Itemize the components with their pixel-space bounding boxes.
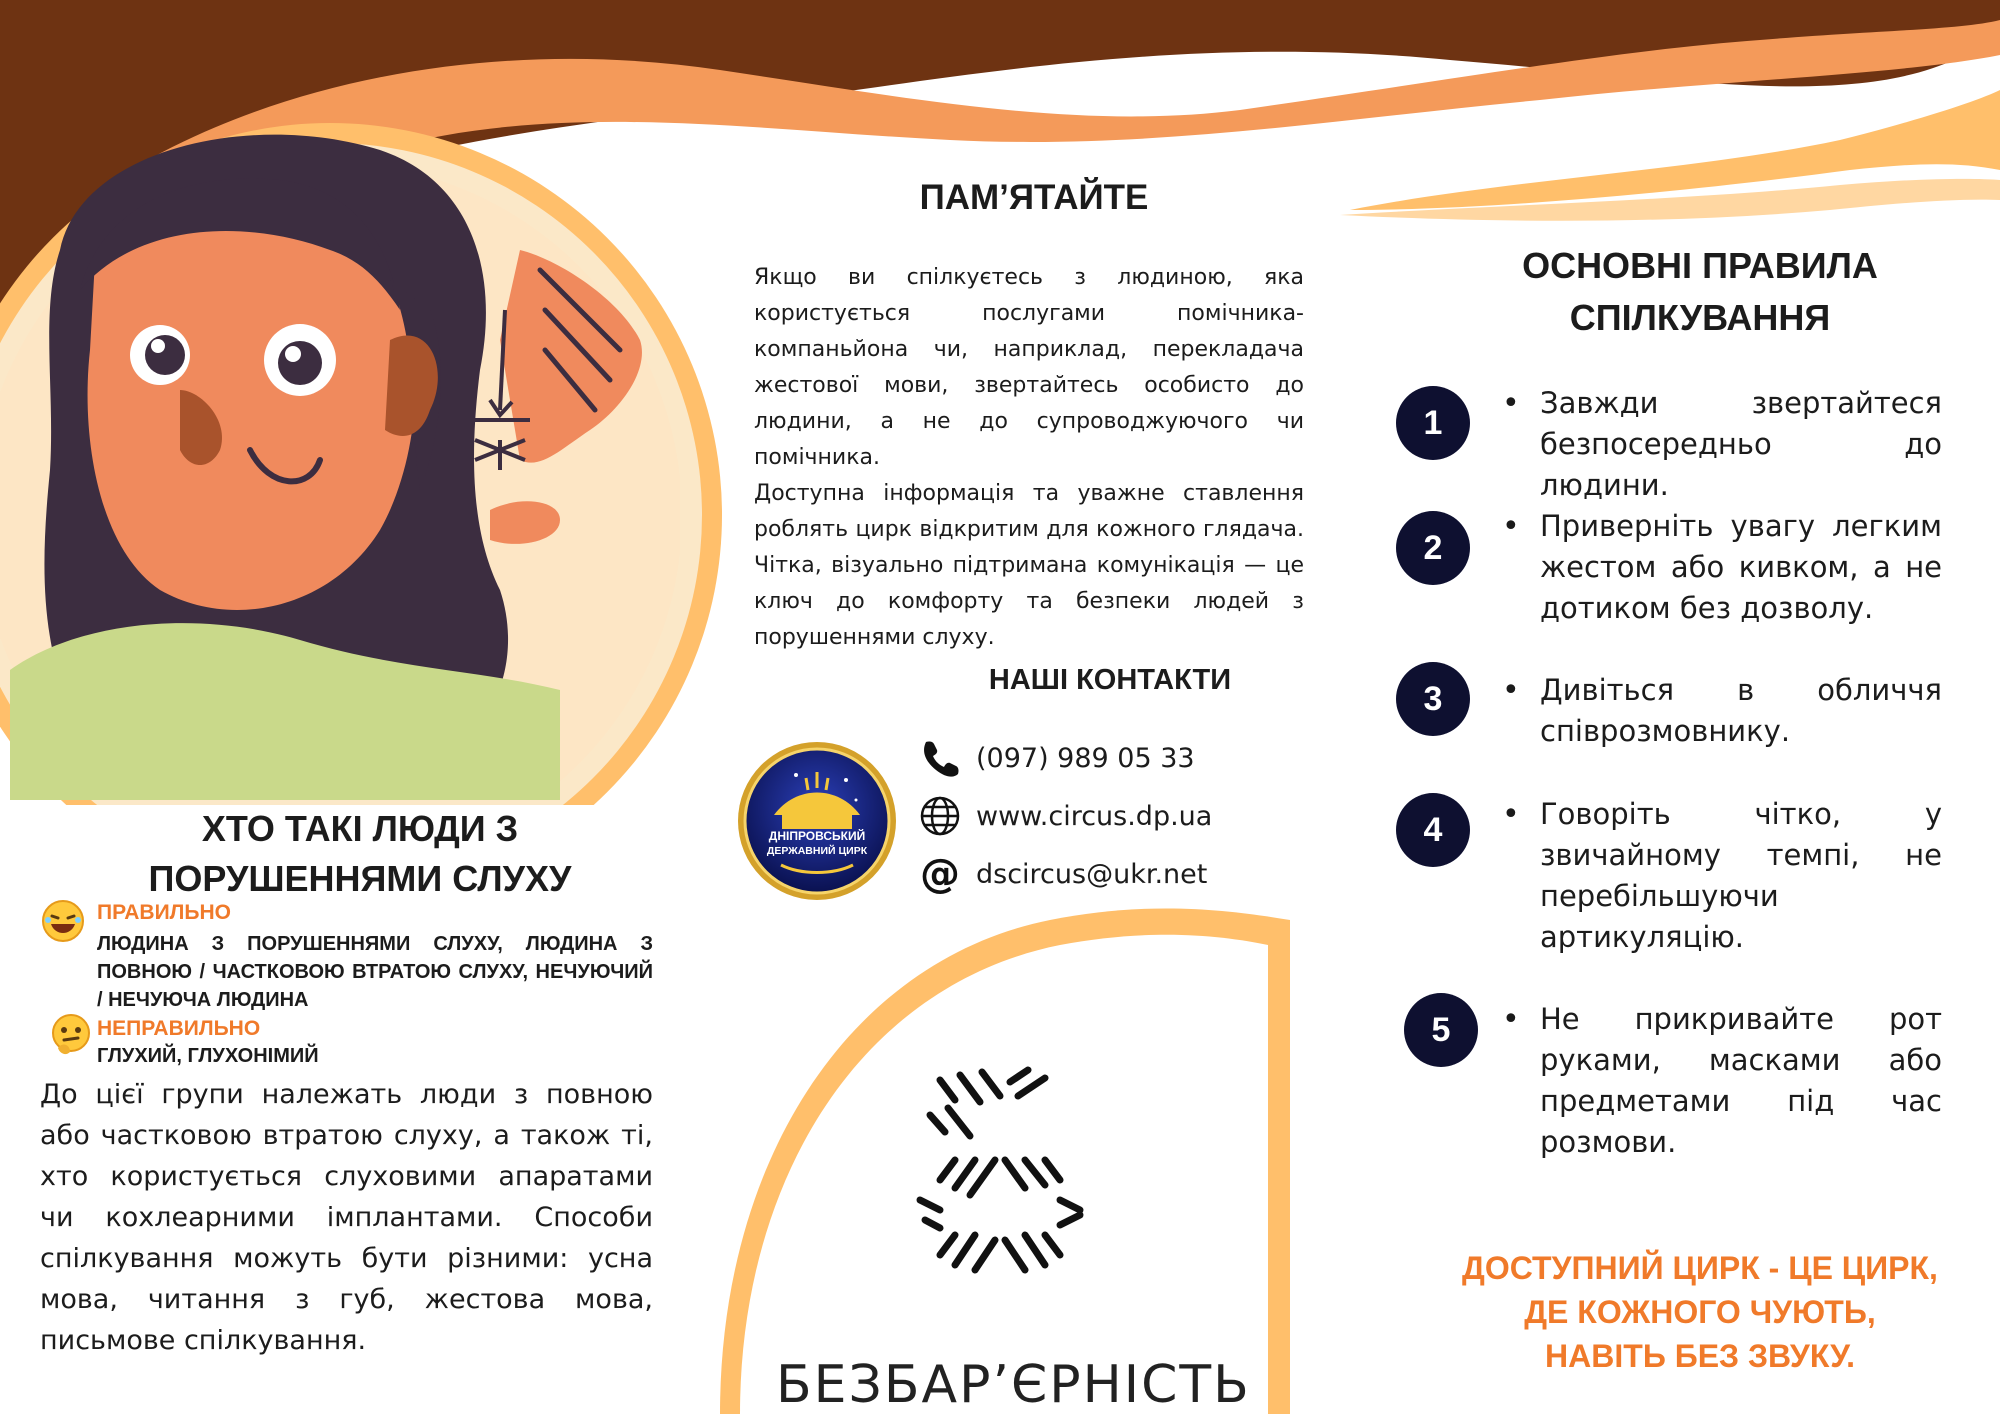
contact-website[interactable] [918,794,1212,838]
remember-text [754,260,1304,656]
who-title [60,804,660,904]
thinking-emoji-icon [48,1012,94,1058]
phone-icon [918,736,962,780]
bullet: • [1502,386,1520,421]
svg-text:@: @ [920,852,960,896]
rule-item-4 [1502,794,1942,958]
rule-number-4: 4 [1396,793,1470,867]
rule-text-2: Приверніть увагу легким жестом або кивком, а не дотиком без дозволу. [1540,509,1942,625]
bullet: • [1502,1002,1520,1037]
rule-number-1: 1 [1396,386,1470,460]
hearing-impairment-description: До цієї групи належать люди з повною або частковою втратою слуху, а також ті, хто користується слуховими апаратами чи кохлеарними імплантами. Способи спілкування можуть бути різними: усна мова, читання з губ, жестова мова, письмове спілкування. [40,1079,653,1356]
slogan-line1: ДОСТУПНИЙ ЦИРК - ЦЕ ЦИРК, [1462,1250,1938,1286]
slogan [1410,1246,1990,1378]
website-link: www.circus.dp.ua [976,800,1213,832]
phone-number: (097) 989 05 33 [976,742,1195,774]
circus-logo [736,740,898,902]
brand-wordmark: БЕЗБАР’ЄРНІСТЬ [776,1355,1251,1415]
remember-paragraph-2: Доступна інформація та уважне ставлення роблять цирк відкритим для кожного глядача. Чітка, візуально підтримана комунікація — це ключ до комфорту та безпеки людей з порушеннями слуху. [754,481,1304,650]
remember-paragraph-1: Якщо ви спілкуєтесь з людиною, яка користується послугами помічника-компаньйона чи, наприклад, перекладача жестової мови, звертайтесь особисто до людини, а не до супроводжуючого чи помічника. [754,265,1304,470]
rule-number-2: 2 [1396,511,1470,585]
bullet: • [1502,797,1520,832]
rule-text-1: Завжди звертайтеся безпосередньо до людини. [1540,386,1942,502]
who-title-line1: ХТО ТАКІ ЛЮДИ З [201,808,519,849]
correct-label: ПРАВИЛЬНО [97,901,232,924]
logo-text-line2: ДЕРЖАВНИЙ ЦИРК [766,845,868,857]
rule-text-5: Не прикривайте рот руками, масками або предметами під час розмови. [1540,1002,1942,1159]
contact-phone[interactable] [918,736,1195,780]
at-sign-icon [918,852,962,896]
correct-terms: ЛЮДИНА З ПОРУШЕННЯМИ СЛУХУ, ЛЮДИНА З ПОВНОЮ / ЧАСТКОВОЮ ВТРАТОЮ СЛУХУ, НЕЧУЮЧИЙ / НЕЧУЮЧА ЛЮДИНА [97,933,653,1011]
logo-text-line1: ДНІПРОВСЬКИЙ [768,829,866,843]
email-address: dscircus@ukr.net [976,858,1208,890]
rule-text-4: Говоріть чітко, у звичайному темпі, не перебільшуючи артикуляцію. [1540,797,1942,954]
girl-illustration [0,110,680,800]
rule-number-5: 5 [1404,993,1478,1067]
rule-item-2 [1502,506,1942,629]
bullet: • [1502,673,1520,708]
rules-title [1450,240,1950,344]
globe-icon [918,794,962,838]
who-title-line2: ПОРУШЕННЯМИ СЛУХУ [148,858,572,899]
rules-title-line2: СПІЛКУВАННЯ [1569,297,1831,338]
contacts-title: НАШІ КОНТАКТИ [988,664,1232,696]
bullet: • [1502,509,1520,544]
barrier-free-logo-icon [900,1060,1100,1300]
rules-title-line1: ОСНОВНІ ПРАВИЛА [1522,245,1878,286]
slogan-line3: НАВІТЬ БЕЗ ЗВУКУ. [1545,1338,1855,1374]
rule-number-3: 3 [1396,662,1470,736]
wrong-label: НЕПРАВИЛЬНО [97,1017,261,1040]
rule-item-5 [1502,999,1942,1163]
slogan-line2: ДЕ КОЖНОГО ЧУЮТЬ, [1524,1294,1876,1330]
wrong-terms: ГЛУХИЙ, ГЛУХОНІМИЙ [97,1045,319,1067]
rule-item-3 [1502,670,1942,752]
rule-text-3: Дивіться в обличчя співрозмовнику. [1540,673,1942,748]
contact-email[interactable] [918,852,1207,896]
rule-item-1 [1502,383,1942,506]
remember-title: ПАМ’ЯТАЙТЕ [919,178,1149,217]
laughing-emoji-icon [40,898,86,944]
